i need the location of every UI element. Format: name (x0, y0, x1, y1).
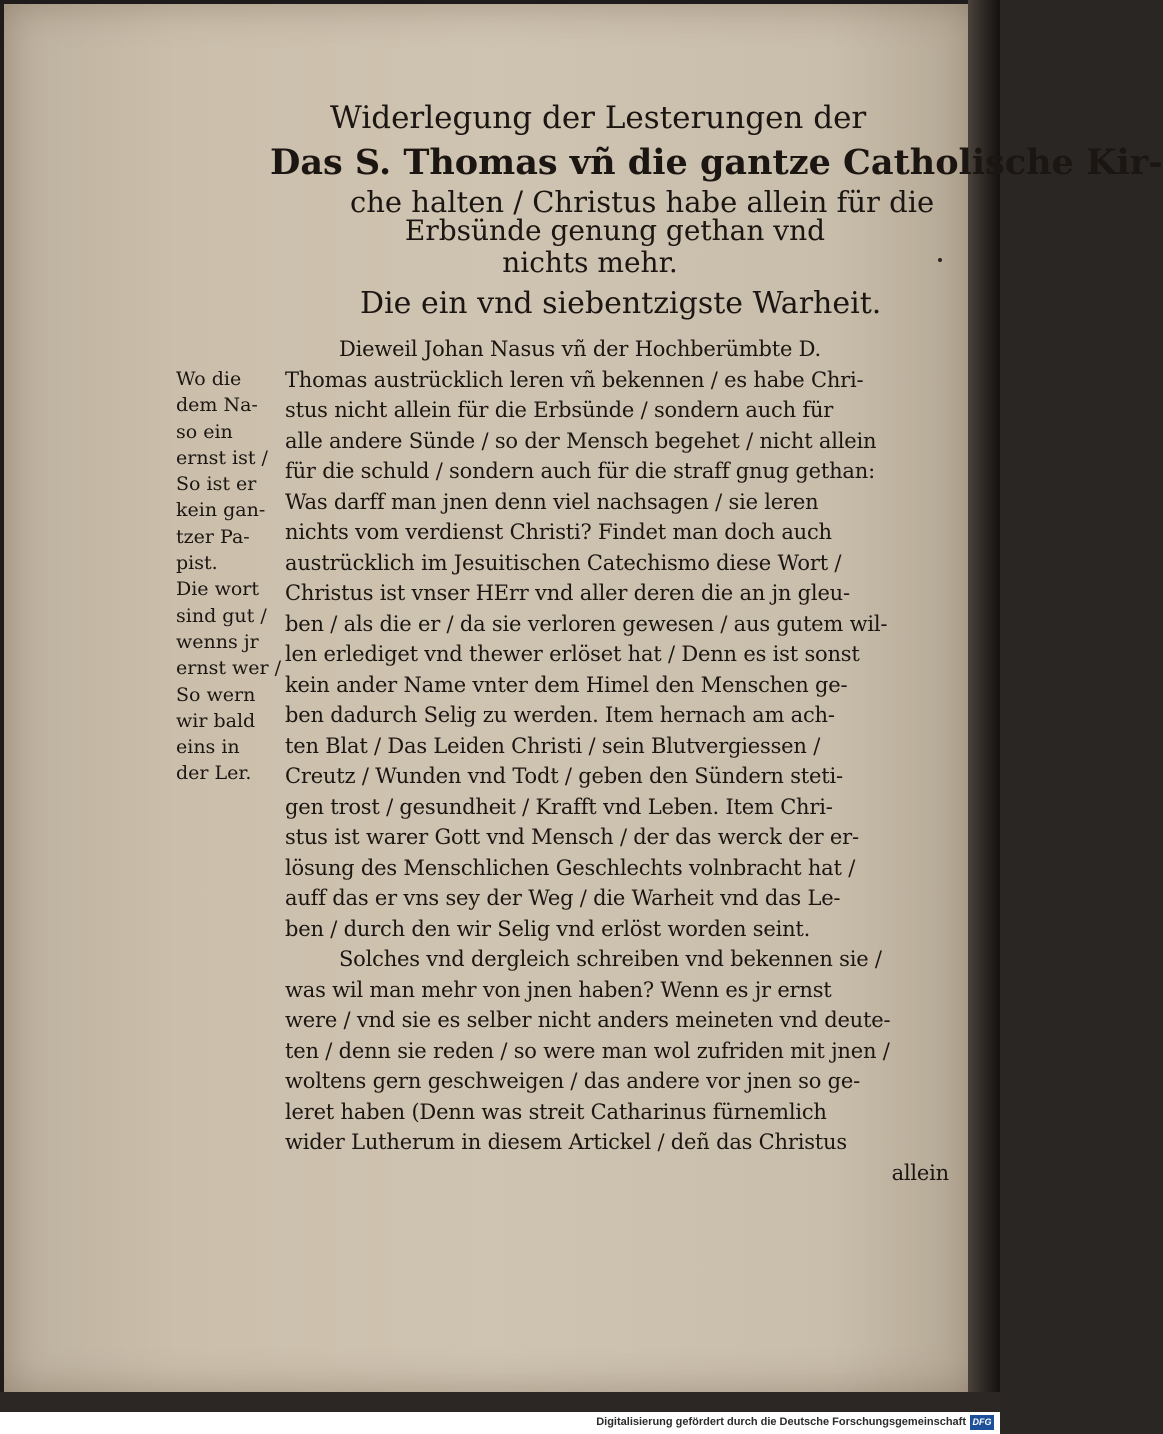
scan-bottom-band (0, 1392, 1000, 1412)
margin-note-line: eins in (176, 736, 240, 759)
margin-note-line: der Ler. (176, 762, 252, 785)
margin-note-line: Wo die (176, 368, 242, 390)
body-line: wider Lutherum in diesem Artickel / deñ das Christus (285, 1130, 847, 1154)
body-line: stus ist warer Gott vnd Mensch / der das werck der er- (285, 825, 859, 849)
heading-line-5: nichts mehr. (502, 246, 678, 279)
footer-credit: Digitalisierung gefördert durch die Deutsche Forschungsgemeinschaft (596, 1416, 966, 1428)
margin-note-line: so ein (176, 420, 233, 443)
body-line: Christus ist vnser HErr vnd aller deren die an jn gleu- (285, 581, 850, 605)
margin-note-line: So ist er (176, 473, 257, 496)
body-line: gen trost / gesundheit / Krafft vnd Leben. Item Chri- (285, 794, 833, 819)
ink-mark (938, 258, 942, 262)
body-line: len erlediget vnd thewer erlöset hat / Denn es ist sonst (285, 642, 860, 666)
body-line: ten Blat / Das Leiden Christi / sein Blutvergiessen / (285, 733, 821, 758)
margin-note-line: wenns jr (176, 630, 259, 653)
body-line: Thomas austrücklich leren vñ bekennen / es habe Chri- (285, 367, 864, 392)
body-line: kein ander Name vnter dem Himel den Menschen ge- (285, 672, 848, 697)
body-line: stus nicht allein für die Erbsünde / sondern auch für (285, 398, 834, 422)
dfg-logo-icon[interactable]: DFG (970, 1415, 994, 1430)
margin-note-line: sind gut / (176, 604, 267, 627)
body-line: Solches vnd dergleich schreiben vnd bekennen sie / (339, 947, 882, 971)
body-line: alle andere Sünde / so der Mensch begehet / nicht allein (285, 428, 877, 453)
heading-line-1: Widerlegung der Lesterungen der (330, 100, 867, 136)
heading-line-3: che halten / Christus habe allein für die (350, 185, 935, 219)
body-line: ben dadurch Selig zu werden. Item hernach am ach- (285, 703, 835, 727)
body-text (285, 334, 957, 1188)
body-line: Was darff man jnen denn viel nachsagen / sie leren (285, 489, 819, 514)
body-line: were / vnd sie es selber nicht anders meineten vnd deute- (285, 1008, 891, 1032)
margin-note (176, 366, 288, 787)
margin-note-line: dem Na- (176, 394, 258, 417)
margin-note-line: ernst ist / (176, 446, 268, 469)
margin-note-line: kein gan- (176, 499, 266, 522)
margin-note-line: wir bald (176, 709, 256, 732)
footer-bar (0, 1412, 1000, 1434)
margin-note-line: So wern (176, 683, 256, 706)
section-title: Die ein vnd siebentzigste Warheit. (360, 286, 882, 321)
margin-note-line: tzer Pa- (176, 525, 250, 548)
catchword: allein (891, 1160, 949, 1185)
body-line: woltens gern geschweigen / das andere vor jnen so ge- (285, 1069, 860, 1093)
heading-line-4: Erbsünde genung gethan vnd (404, 214, 826, 247)
body-line: lösung des Menschlichen Geschlechts volnbracht hat / (285, 855, 856, 880)
body-line: für die schuld / sondern auch für die straff gnug gethan: (285, 459, 875, 483)
margin-note-line: Die wort (176, 578, 260, 601)
body-line: was wil man mehr von jnen haben? Wenn es jr ernst (285, 977, 832, 1002)
margin-note-line: pist. (176, 552, 218, 575)
heading-line-2: Das S. Thomas vñ die gantze Catholische Kir- (270, 142, 1163, 183)
body-line: leret haben (Denn was streit Catharinus fürnemlich (285, 1099, 827, 1124)
body-line: nichts vom verdienst Christi? Findet man doch auch (285, 520, 832, 544)
body-line: austrücklich im Jesuitischen Catechismo diese Wort / (285, 550, 842, 575)
margin-note-line: ernst wer / (176, 657, 282, 680)
body-line: ten / denn sie reden / so were man wol zufriden mit jnen / (285, 1038, 890, 1063)
body-line: Creutz / Wunden vnd Todt / geben den Sündern steti- (285, 764, 843, 788)
body-line: Dieweil Johan Nasus vñ der Hochberümbte D. (339, 337, 822, 361)
body-line: ben / als die er / da sie verloren gewesen / aus gutem wil- (285, 611, 888, 636)
body-line: ben / durch den wir Selig vnd erlöst worden seint. (285, 916, 811, 941)
body-line: auff das er vns sey der Weg / die Warheit vnd das Le- (285, 886, 841, 910)
